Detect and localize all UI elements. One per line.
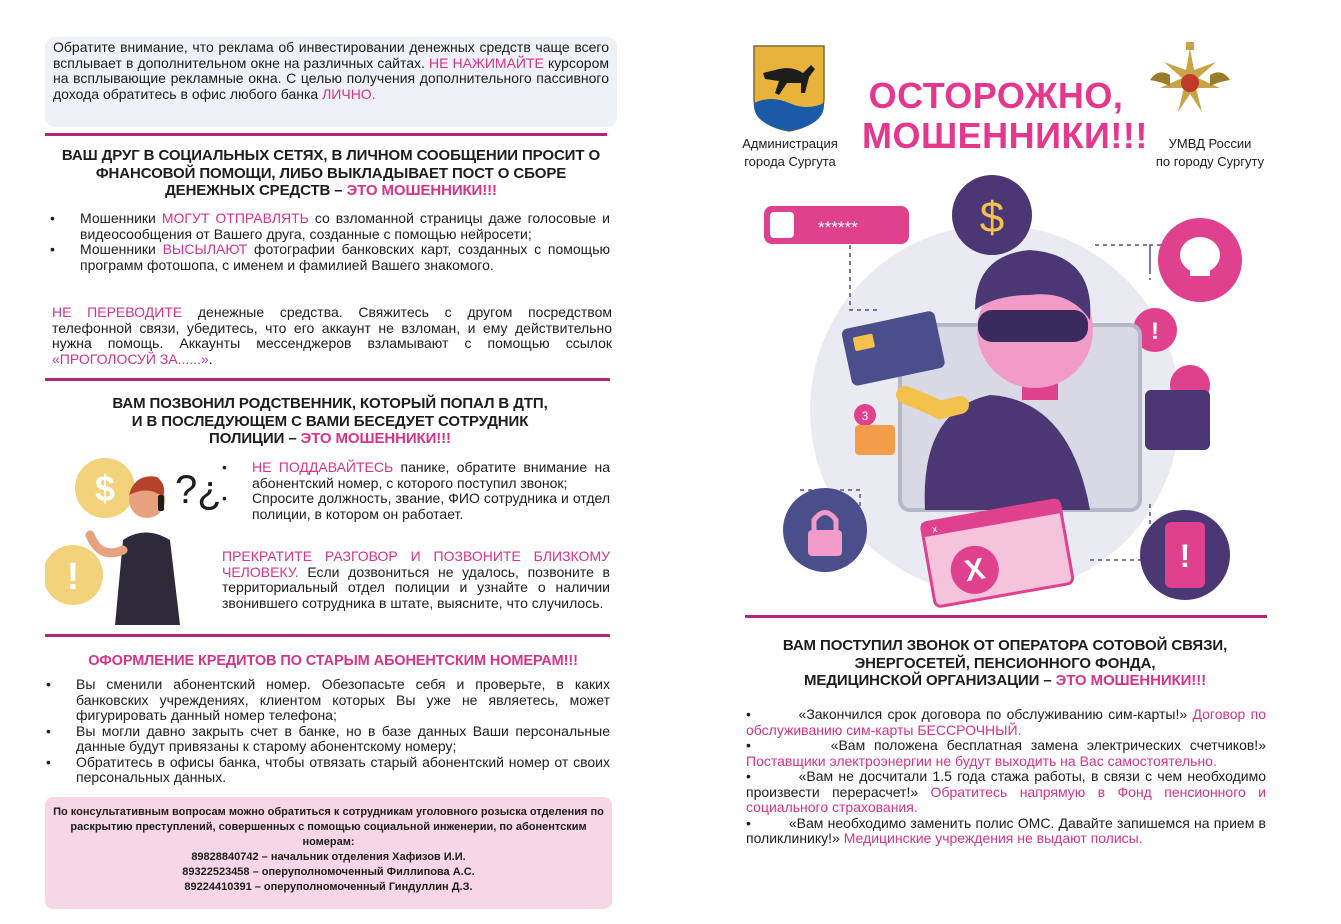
list-item: • Обратитесь в офисы банка, чтобы отвязать старый абонентский номер от своих персональных данных. [46,753,610,785]
svg-text:x: x [931,523,939,536]
relative-bullets [222,460,610,522]
list-item: • Мошенники МОГУТ ОТПРАВЛЯТЬ со взломанной страницы даже голосовые и видеосообщения от Вашего друга, созданные с помощью нейросети; [50,210,610,242]
list-item: • «Вам необходимо заменить полис ОМС. Давайте запишемся на прием в поликлинику!» Медицинские учреждения не выдают полисы. [746,814,1266,846]
personally-highlight: ЛИЧНО. [322,85,376,102]
operator-heading: ВАМ ПОСТУПИЛ ЗВОНОК ОТ ОПЕРАТОРА СОТОВОЙ СВЯЗИ, ЭНЕРГОСЕТЕЙ, ПЕНСИОННОГО ФОНДА, МЕДИЦИНСКОЙ ОРГАНИЗАЦИИ – ЭТО МОШЕННИКИ!!! [782,637,1228,689]
divider [45,634,610,637]
operator-bullets [746,707,1266,847]
notification-badge: 3 [861,409,869,423]
contact-line: 89828840742 – начальник отделения Хафизов И.И. [191,851,466,863]
list-item: • НЕ ПОДДАВАЙТЕСЬ панике, обратите внимание на абонентский номер, с которого поступил звонок; [222,459,610,491]
social-advice: НЕ ПЕРЕВОДИТЕ денежные средства. Свяжитесь с другом посредством телефонной связи, убедитесь, что его аккаунт не взломан, и ему действительно нужна помощь. Аккаунты мессенджеров взламывают с помощью ссылок «ПРОГОЛОСУЙ ЗА......». [52,304,612,367]
umvd-caption: УМВД России по городу Сургуту [1155,136,1265,169]
divider [745,615,1267,618]
investment-warning-box: Обратите внимание, что реклама об инвестировании денежных средств чаще всего всплывает в дополнительном окне на различных сайтах. НЕ НАЖИМАЙТЕ курсором на всплывающие рекламные окна. С целью получения дополнительного пассивного дохода обратитесь в офис любого банка ЛИЧНО. [45,37,617,127]
dollar-sign: $ [979,193,1005,242]
social-heading: ВАШ ДРУГ В СОЦИАЛЬНЫХ СЕТЯХ, В ЛИЧНОМ СООБЩЕНИИ ПРОСИТ О ФНАНСОВОЙ ПОМОЩИ, ЛИБО ВЫКЛАДЫВАЕТ ПОСТ О СБОРЕ ДЕНЕЖНЫХ СРЕДСТВ – ЭТО МОШЕННИКИ!!! [61,147,601,199]
list-item: • «Закончился срок договора по обслуживанию сим-карты!» Договор по обслуживанию сим-карты БЕССРОЧНЫЙ. [746,706,1266,738]
hacker-mask [978,310,1088,342]
contacts-intro: По консультативным вопросам можно обратиться к сотрудникам уголовного розыска отделения по раскрытию преступлений, совершенных с помощью социальной инженерии, по абонентским номерам: [53,806,604,848]
man-on-phone-illustration [45,455,225,625]
contact-line: 89322523458 – оперуполномоченный Филлипова А.С. [182,866,475,878]
list-item: • Вы могли давно закрыть счет в банке, но в базе данных Ваши персональные данные будут привязаны к старому абонентскому номеру; [46,722,610,754]
question-marks: ?¿ [175,468,222,512]
mvd-emblem-icon [1140,40,1240,130]
divider [45,378,610,381]
dollar-sign: $ [94,468,116,509]
contacts-box [45,797,612,909]
list-item: • «Вам положена бесплатная замена электрических счетчиков!» Поставщики электроэнергии не будут выходить на Вас самостоятельно. [746,737,1266,769]
phone-icon [158,495,164,511]
svg-text:!: ! [1179,538,1191,574]
social-bullets [50,211,610,273]
list-item: • Мошенники ВЫСЫЛАЮТ фотографии банковских карт, созданных с помощью программ фотошопа, с именем и фамилией Вашего знакомого. [50,241,610,273]
password-mask: ****** [818,218,858,237]
close-icon: X [962,552,988,589]
man-arm [90,535,123,553]
relative-advice: ПРЕКРАТИТЕ РАЗГОВОР И ПОЗВОНИТЕ БЛИЗКОМУ ЧЕЛОВЕКУ. Если дозвониться не удалось, позвоните в территориальный отдел полиции и узнайте о наличии звонившего сотрудника в штате, выясните, что случилось. [222,548,610,611]
hacker-illustration [760,170,1265,615]
svg-text:!: ! [1151,318,1159,345]
list-item: • Вы сменили абонентский номер. Обезопасьте себя и проверьте, в каких банковских учреждениях, клиентом которых Вы уже не являетесь, может фигурировать данный номер телефона; [46,676,610,723]
main-title: ОСТОРОЖНО, МОШЕННИКИ!!! [862,75,1148,156]
list-item: • «Вам не досчитали 1.5 года стажа работы, в связи с чем необходимо произвести перерасчет!» Обратитесь напрямую в Фонд пенсионного и социального страхования. [746,768,1267,815]
divider [45,133,607,136]
mail-icon [855,425,895,455]
dont-click-highlight: НЕ НАЖИМАЙТЕ [428,54,544,71]
surgut-coat-of-arms-icon [751,43,827,133]
admin-caption: Администрация города Сургута [742,136,838,169]
credits-heading: ОФОРМЛЕНИЕ КРЕДИТОВ ПО СТАРЫМ АБОНЕНТСКИМ НОМЕРАМ!!! [88,653,578,669]
message-widget [1145,390,1210,450]
exclamation-sign: ! [66,556,80,598]
credits-bullets [46,677,610,786]
contact-line: 89224410391 – оперуполномоченный Гиндуллин Д.З. [184,881,473,893]
relative-heading: ВАМ ПОЗВОНИЛ РОДСТВЕННИК, КОТОРЫЙ ПОПАЛ В ДТП, И В ПОСЛЕДУЮЩЕМ С ВАМИ БЕСЕДУЕТ СОТРУДНИК ПОЛИЦИИ – ЭТО МОШЕННИКИ!!! [112,395,548,447]
list-item: • Спросите должность, звание, ФИО сотрудника и отдел полиции, в котором он работает. [222,490,610,522]
